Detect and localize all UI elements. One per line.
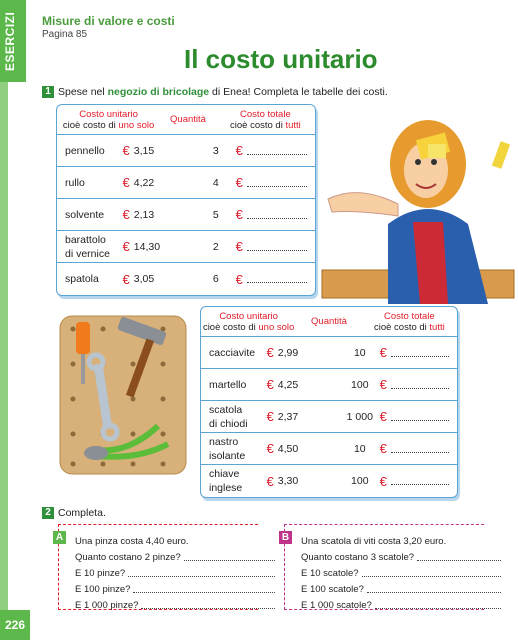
tool-board-illustration xyxy=(58,314,188,476)
cost-table-2 xyxy=(200,306,458,498)
total-cost-header: Costo totale cioè costo di tutti xyxy=(373,310,445,333)
item-name: solvente xyxy=(65,208,105,221)
price-value: 3,30 xyxy=(277,475,299,487)
total-cost-blank[interactable] xyxy=(380,409,457,424)
exercise-number: 1 xyxy=(42,86,54,98)
answer-line[interactable] xyxy=(391,381,449,389)
total-cost-blank[interactable] xyxy=(236,175,315,190)
problem-text: Quanto costano 2 pinze? xyxy=(75,551,181,563)
problem-box-a xyxy=(55,524,258,611)
total-cost-blank[interactable] xyxy=(380,474,457,489)
unit-price xyxy=(267,345,340,360)
quantity-value: 100 xyxy=(351,475,369,487)
price-value: 4,25 xyxy=(277,378,299,391)
problem-letter: B xyxy=(279,531,292,544)
answer-line[interactable] xyxy=(247,147,307,155)
problem-text: Una scatola di viti costa 3,20 euro. xyxy=(301,535,447,547)
total-cost-blank[interactable] xyxy=(380,377,457,392)
problem-question[interactable] xyxy=(75,581,275,597)
item-name: nastro isolante xyxy=(209,435,246,462)
answer-line[interactable] xyxy=(391,445,449,453)
table-row xyxy=(57,167,315,199)
problem-question[interactable] xyxy=(301,597,501,613)
price-value: 2,99 xyxy=(277,346,299,359)
euro-symbol: € xyxy=(379,441,387,456)
item-name: cacciavite xyxy=(209,346,256,359)
price-value: 2,13 xyxy=(133,208,155,221)
problem-text: E 100 pinze? xyxy=(75,583,131,595)
quantity-value: 10 xyxy=(353,346,366,359)
problem-text: Una pinza costa 4,40 euro. xyxy=(75,535,189,547)
table-header xyxy=(57,105,315,135)
page-title: Il costo unitario xyxy=(184,44,378,74)
problem-question[interactable] xyxy=(301,565,501,581)
price-value: 3,15 xyxy=(133,144,155,157)
page-number: 226 xyxy=(0,610,30,640)
table-row xyxy=(201,465,457,497)
answer-line[interactable] xyxy=(391,477,449,485)
exercise-2-instruction: 2 Completa. xyxy=(42,507,106,519)
total-cost-blank[interactable] xyxy=(236,143,315,158)
euro-symbol: € xyxy=(122,271,130,287)
total-cost-blank[interactable] xyxy=(236,239,315,254)
table-row xyxy=(57,199,315,231)
euro-symbol: € xyxy=(266,473,274,489)
total-cost-blank[interactable] xyxy=(380,441,457,456)
item-name: spatola xyxy=(65,273,99,285)
problem-text: E 100 scatole? xyxy=(301,583,364,595)
item-name: scatola di chiodi xyxy=(209,403,248,430)
answer-line[interactable] xyxy=(367,585,501,593)
table-row xyxy=(201,337,457,369)
quantity-value: 1 000 xyxy=(346,410,373,423)
price-value: 14,30 xyxy=(133,240,161,253)
problem-text: E 10 pinze? xyxy=(75,567,126,579)
unit-price xyxy=(267,377,340,392)
answer-line[interactable] xyxy=(141,601,275,609)
problem-text: Quanto costano 3 scatole? xyxy=(301,551,415,563)
item-name: martello xyxy=(209,378,247,391)
euro-symbol: € xyxy=(379,377,387,392)
euro-symbol: € xyxy=(266,345,274,360)
table-row xyxy=(201,369,457,401)
unit-price xyxy=(123,207,196,222)
side-bar xyxy=(0,82,8,612)
answer-line[interactable] xyxy=(247,243,307,251)
quantity-header: Quantità xyxy=(170,114,206,125)
price-value: 4,22 xyxy=(133,176,155,189)
euro-symbol: € xyxy=(235,175,243,190)
euro-symbol: € xyxy=(122,175,130,190)
quantity-value: 10 xyxy=(353,442,366,455)
quantity-value: 5 xyxy=(212,208,219,221)
euro-symbol: € xyxy=(122,239,130,254)
table-row xyxy=(57,263,315,295)
table-row xyxy=(57,135,315,167)
euro-symbol: € xyxy=(266,377,274,392)
problem-text: E 1 000 pinze? xyxy=(75,599,139,611)
answer-line[interactable] xyxy=(362,569,501,577)
item-name: rullo xyxy=(65,176,85,189)
euro-symbol: € xyxy=(235,207,243,222)
answer-line[interactable] xyxy=(247,211,307,219)
euro-symbol: € xyxy=(235,271,243,287)
problem-question[interactable] xyxy=(301,581,501,597)
answer-line[interactable] xyxy=(128,569,275,577)
exercise-1-instruction: 1 Spese nel negozio di bricolage di Enea! Completa le tabelle dei costi. xyxy=(42,86,388,98)
problem-question[interactable] xyxy=(75,549,275,565)
problem-text: E 10 scatole? xyxy=(301,567,359,579)
quantity-value: 3 xyxy=(212,144,219,157)
problem-question[interactable] xyxy=(75,565,275,581)
quantity-value: 100 xyxy=(351,378,369,391)
problem-box-b xyxy=(281,524,484,611)
unit-price xyxy=(123,272,196,287)
problem-question[interactable] xyxy=(301,549,501,565)
problem-question[interactable] xyxy=(75,597,275,613)
answer-line[interactable] xyxy=(391,413,449,421)
unit-price xyxy=(123,239,196,254)
unit-cost-header: Costo unitario cioè costo di uno solo xyxy=(202,310,295,333)
page-reference: Pagina 85 xyxy=(42,29,88,40)
item-name: pennello xyxy=(65,144,105,157)
euro-symbol: € xyxy=(235,143,243,158)
unit-cost-header: Costo unitario cioè costo di uno solo xyxy=(62,108,155,131)
quantity-header: Quantità xyxy=(311,316,347,327)
euro-symbol: € xyxy=(266,441,274,456)
price-value: 3,05 xyxy=(133,273,155,285)
unit-price xyxy=(123,175,196,190)
problem-text: E 1 000 scatole? xyxy=(301,599,372,611)
answer-line[interactable] xyxy=(133,585,275,593)
euro-symbol: € xyxy=(266,409,274,424)
enea-illustration xyxy=(318,104,518,304)
euro-symbol: € xyxy=(379,409,387,424)
euro-symbol: € xyxy=(122,207,130,222)
euro-symbol: € xyxy=(122,143,130,158)
item-name: barattolo di vernice xyxy=(65,233,110,260)
price-value: 2,37 xyxy=(277,410,299,423)
problem-statement xyxy=(301,533,501,549)
table-row xyxy=(201,401,457,433)
euro-symbol: € xyxy=(379,473,387,489)
quantity-value: 6 xyxy=(212,273,219,285)
table-row xyxy=(201,433,457,465)
euro-symbol: € xyxy=(379,345,387,360)
answer-line[interactable] xyxy=(247,179,307,187)
answer-line[interactable] xyxy=(417,553,501,561)
problem-letter: A xyxy=(53,531,66,544)
unit-price xyxy=(267,441,340,456)
problem-statement xyxy=(75,533,275,549)
total-cost-blank[interactable] xyxy=(380,345,457,360)
answer-line[interactable] xyxy=(391,349,449,357)
section-tab: ESERCIZI xyxy=(0,0,26,82)
cost-table-1 xyxy=(56,104,316,296)
table-header xyxy=(201,307,457,337)
quantity-value: 2 xyxy=(212,240,219,253)
unit-price xyxy=(267,409,340,424)
section-heading: Misure di valore e costi xyxy=(42,14,175,28)
unit-price xyxy=(123,143,196,158)
item-name: chiave inglese xyxy=(209,468,243,494)
euro-symbol: € xyxy=(235,239,243,254)
answer-line[interactable] xyxy=(184,553,275,561)
total-cost-blank[interactable] xyxy=(236,272,315,287)
quantity-value: 4 xyxy=(212,176,219,189)
price-value: 4,50 xyxy=(277,442,299,455)
total-cost-header: Costo totale cioè costo di tutti xyxy=(230,108,301,131)
table-row xyxy=(57,231,315,263)
unit-price xyxy=(267,474,340,489)
answer-line[interactable] xyxy=(247,275,307,283)
answer-line[interactable] xyxy=(375,601,501,609)
total-cost-blank[interactable] xyxy=(236,207,315,222)
